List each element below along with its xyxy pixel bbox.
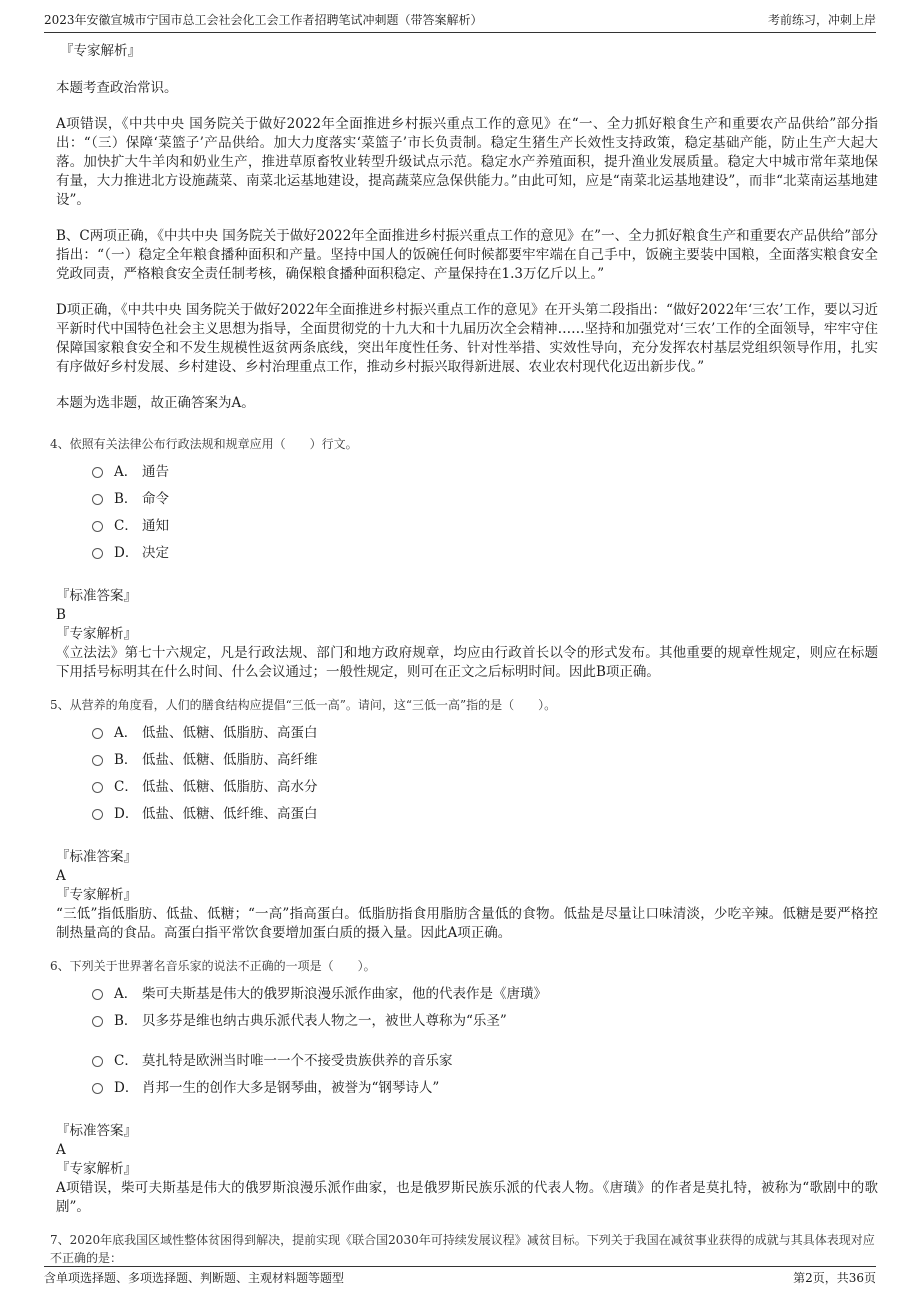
page-footer (44, 1266, 876, 1289)
radio-icon[interactable] (92, 548, 103, 559)
radio-icon[interactable] (92, 467, 103, 478)
expert-analysis-label: 『专家解析』 (60, 43, 141, 59)
q3-analysis-a: A项错误，《中共中央 国务院关于做好2022年全面推进乡村振兴重点工作的意见》在“一、全力抓好粮食生产和重要农产品供给”部分指出：“（三）保障‘菜篮子’产品供给。加大力度落实‘菜篮子’市长负责制。稳定生猪生产长效性支持政策，稳定基础产能，防止生产大起大落。加快扩大牛羊肉和奶业生产，推进草原畜牧业转型升级试点示范。稳定水产养殖面积，提升渔业发展质量。稳定大中城市常年菜地保有量，大力推进北方设施蔬菜、南菜北运基地建设，提高蔬菜应急保供能力。”由此可知，应是“南菜北运基地建设”，而非“北菜南运基地建设”。 (56, 116, 878, 208)
standard-answer-label: 『标准答案』 (56, 588, 137, 604)
header-slogan: 考前练习，冲刺上岸 (767, 13, 876, 27)
radio-icon[interactable] (92, 755, 103, 766)
q4-question: 4、依照有关法律公布行政法规和规章应用（ ）行文。 (50, 437, 358, 451)
radio-icon[interactable] (92, 728, 103, 739)
q5-options (92, 720, 878, 828)
page-header (44, 10, 876, 33)
page-number: 第2页，共36页 (793, 1271, 876, 1285)
radio-icon[interactable] (92, 494, 103, 505)
q4-option-b[interactable]: B． 命令 (92, 486, 878, 513)
page-content (50, 42, 878, 1267)
radio-icon[interactable] (92, 989, 103, 1000)
q6-option-c[interactable]: C． 莫扎特是欧洲当时唯一一个不接受贵族供养的音乐家 (92, 1048, 878, 1075)
q5-option-d[interactable]: D． 低盐、低糖、低纤维、高蛋白 (92, 801, 878, 828)
q4-analysis: 《立法法》第七十六规定，凡是行政法规、部门和地方政府规章，均应由行政首长以令的形式发布。其他重要的规章性规定，则应在标题下用括号标明其在什么时间、什么会议通过；一般性规定，则可在正文之后标明时间。因此B项正确。 (56, 645, 878, 680)
q3-analysis-intro: 本题考查政治常识。 (56, 80, 178, 96)
q3-analysis-d: D项正确，《中共中央 国务院关于做好2022年全面推进乡村振兴重点工作的意见》在开头第二段指出：“做好2022年‘三农’工作，要以习近平新时代中国特色社会主义思想为指导，全面贯彻党的十九大和十九届历次全会精神……坚持和加强党对‘三农’工作的全面领导，牢牢守住保障国家粮食安全和不发生规模性返贫两条底线，突出年度性任务、针对性举措、实效性导向，充分发挥农村基层党组织领导作用，扎实有序做好乡村发展、乡村建设、乡村治理重点工作，推动乡村振兴取得新进展、农业农村现代化迈出新步伐。” (56, 302, 878, 375)
q5-option-a[interactable]: A． 低盐、低糖、低脂肪、高蛋白 (92, 720, 878, 747)
q6-option-b[interactable]: B． 贝多芬是维也纳古典乐派代表人物之一，被世人尊称为“乐圣” (92, 1008, 878, 1048)
q5-option-c[interactable]: C． 低盐、低糖、低脂肪、高水分 (92, 774, 878, 801)
q4-answer: B (56, 607, 66, 623)
q4-option-c[interactable]: C． 通知 (92, 513, 878, 540)
expert-analysis-label: 『专家解析』 (56, 887, 137, 903)
radio-icon[interactable] (92, 521, 103, 532)
expert-analysis-label: 『专家解析』 (56, 1161, 137, 1177)
radio-icon[interactable] (92, 809, 103, 820)
q5-question: 5、从营养的角度看，人们的膳食结构应提倡“三低一高”。请问，这“三低一高”指的是（ ）。 (50, 698, 557, 712)
q4-options (92, 459, 878, 567)
q6-option-a[interactable]: A． 柴可夫斯基是伟大的俄罗斯浪漫乐派作曲家，他的代表作是《唐璜》 (92, 981, 878, 1008)
radio-icon[interactable] (92, 1056, 103, 1067)
q6-options (92, 981, 878, 1102)
q7-question: 7、2020年底我国区域性整体贫困得到解决，提前实现《联合国2030年可持续发展议程》减贫目标。下列关于我国在减贫事业获得的成就与其具体表现对应不正确的是： (50, 1233, 875, 1265)
standard-answer-label: 『标准答案』 (56, 1123, 137, 1139)
standard-answer-label: 『标准答案』 (56, 849, 137, 865)
radio-icon[interactable] (92, 1016, 103, 1027)
q5-answer: A (56, 868, 66, 884)
q5-option-b[interactable]: B． 低盐、低糖、低脂肪、高纤维 (92, 747, 878, 774)
q3-analysis-bc: B、C两项正确，《中共中央 国务院关于做好2022年全面推进乡村振兴重点工作的意见》在”一、全力抓好粮食生产和重要农产品供给”部分指出：“（一）稳定全年粮食播种面积和产量。坚持中国人的饭碗任何时候都要牢牢端在自己手中，饭碗主要装中国粮，全面落实粮食安全党政同责，严格粮食安全责任制考核，确保粮食播种面积稳定、产量保持在1.3万亿斤以上。” (56, 228, 878, 282)
q6-analysis: A项错误，柴可夫斯基是伟大的俄罗斯浪漫乐派作曲家，也是俄罗斯民族乐派的代表人物。《唐璜》的作者是莫扎特，被称为“歌剧中的歌剧”。 (56, 1180, 878, 1215)
header-title: 2023年安徽宣城市宁国市总工会社会化工会工作者招聘笔试冲刺题（带答案解析） (44, 13, 483, 27)
radio-icon[interactable] (92, 1083, 103, 1094)
q3-analysis-conclusion: 本题为选非题，故正确答案为A。 (56, 395, 255, 411)
q6-answer: A (56, 1142, 66, 1158)
q4-option-a[interactable]: A． 通告 (92, 459, 878, 486)
q6-question: 6、下列关于世界著名音乐家的说法不正确的一项是（ ）。 (50, 959, 376, 973)
q6-option-d[interactable]: D． 肖邦一生的创作大多是钢琴曲，被誉为“钢琴诗人” (92, 1075, 878, 1102)
expert-analysis-label: 『专家解析』 (56, 626, 137, 642)
footer-note: 含单项选择题、多项选择题、判断题、主观材料题等题型 (44, 1271, 345, 1285)
q4-option-d[interactable]: D． 决定 (92, 540, 878, 567)
q5-analysis: “三低”指低脂肪、低盐、低糖；“一高”指高蛋白。低脂肪指食用脂肪含量低的食物。低盐是尽量让口味清淡，少吃辛辣。低糖是要严格控制热量高的食品。高蛋白指平常饮食要增加蛋白质的摄入量。因此A项正确。 (56, 906, 878, 941)
radio-icon[interactable] (92, 782, 103, 793)
